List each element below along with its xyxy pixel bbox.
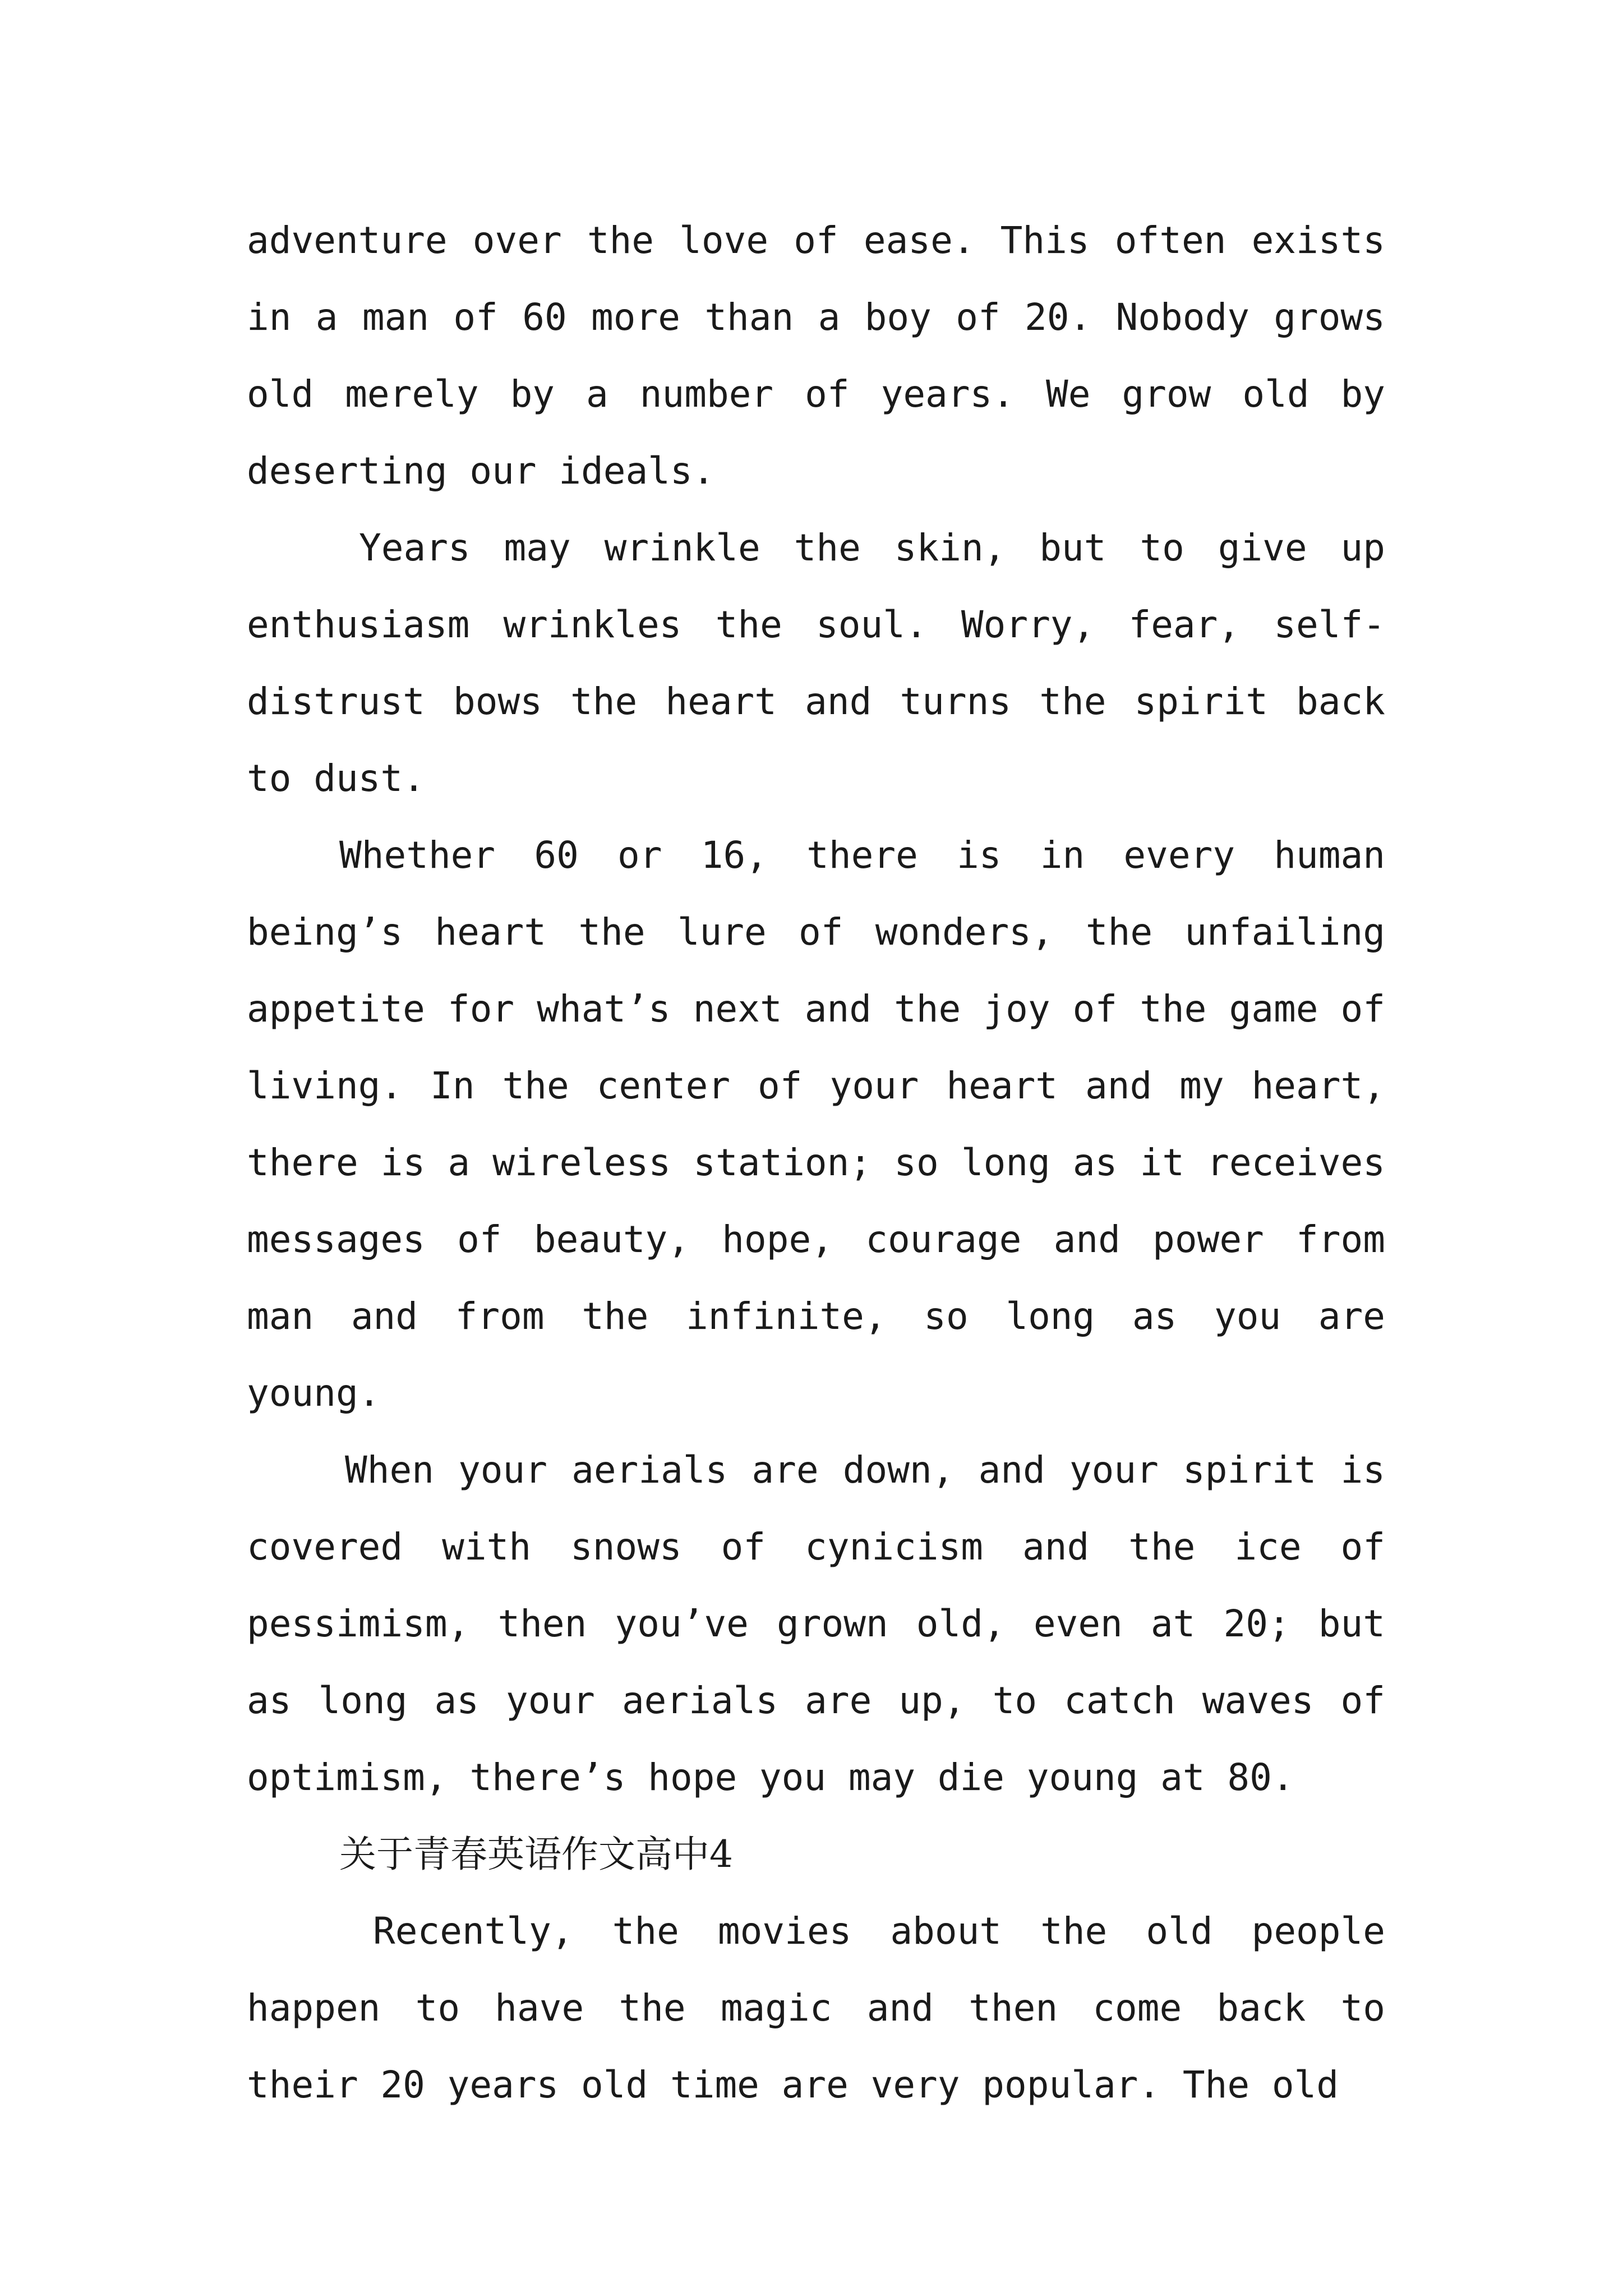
paragraph-whether: Whether 60 or 16, there is in every human being’s heart the lure of wonders, the unfailing appetite for what’s next and the joy of the game of living. In the center of your heart and my heart, there is a wireless station; so long as it receives messages of beauty, hope, courage and power from man and from the infinite, so long as you are young. <box>247 834 1385 1415</box>
paragraph-recently: Recently, the movies about the old people happen to have the magic and then come back to their 20 years old time are very popular. The old <box>247 1910 1385 2106</box>
essay-body <box>247 202 1385 2123</box>
paragraph-continuation: adventure over the love of ease. This often exists in a man of 60 more than a boy of 20. Nobody grows old merely by a number of years. We grow old by deserting our ideals. <box>247 219 1385 493</box>
paragraph-aerials: When your aerials are down, and your spirit is covered with snows of cynicism and the ice of pessimism, then you’ve grown old, even at 20; but as long as your aerials are up, to catch waves of optimism, there’s hope you may die young at 80. <box>247 1448 1385 1799</box>
section-heading: 关于青春英语作文高中4 <box>339 1833 733 1876</box>
paragraph-years: Years may wrinkle the skin, but to give up enthusiasm wrinkles the soul. Worry, fear, self-distrust bows the heart and turns the spirit back to dust. <box>247 526 1385 800</box>
